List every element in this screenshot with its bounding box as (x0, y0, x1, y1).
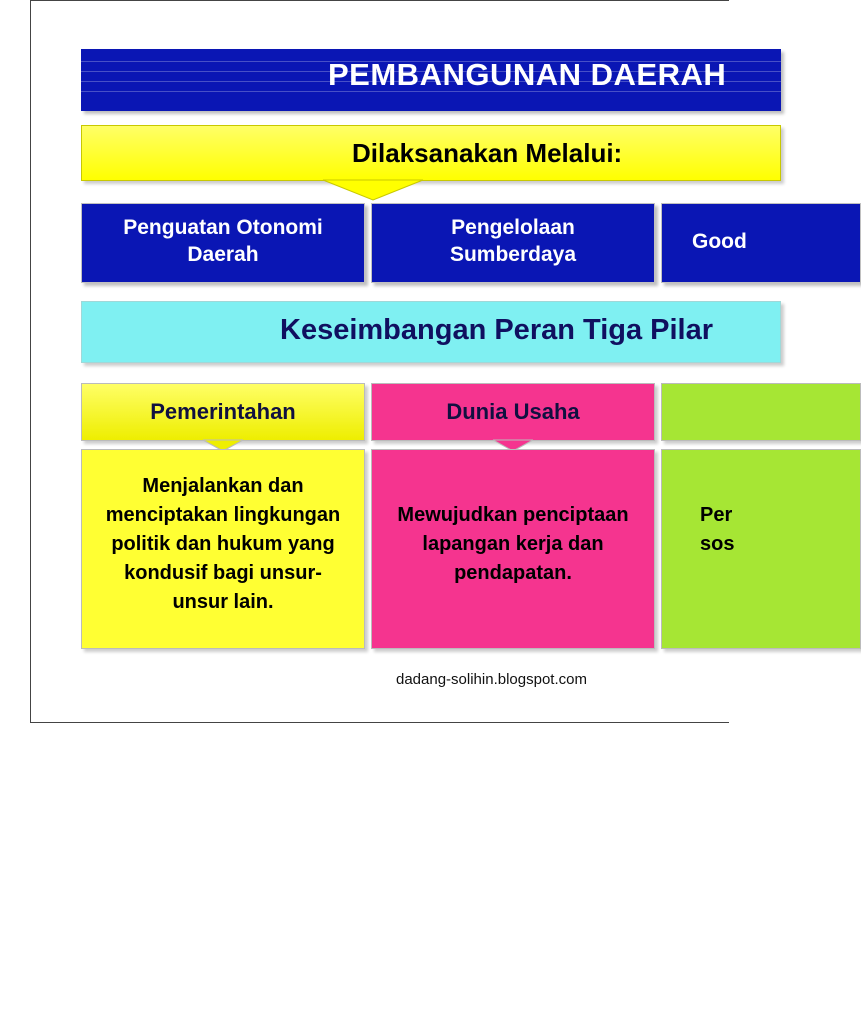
actor-header-pemerintahan (81, 383, 365, 441)
desc-line: sos (700, 533, 735, 555)
pillar-sumberdaya-line2: Sumberdaya (449, 243, 577, 267)
desc-line: kondusif bagi unsur- (124, 562, 322, 584)
actor-name-pemerintahan: Pemerintahan (150, 399, 296, 424)
slide (30, 0, 747, 723)
desc-line: pendapatan. (454, 562, 572, 584)
pillar-sumberdaya (371, 203, 655, 283)
subtitle: Dilaksanakan Melalui: (352, 138, 623, 168)
actor-desc-dunia-usaha (371, 449, 655, 649)
page-title: PEMBANGUNAN DAERAH (328, 57, 727, 92)
actor-header-dunia-usaha (371, 383, 655, 441)
pillar-good-governance (661, 203, 861, 283)
actor-desc-pemerintahan (81, 449, 365, 649)
balance-banner (81, 301, 781, 363)
pillar-good-line1: Good (692, 230, 747, 253)
desc-line: Mewujudkan penciptaan (397, 504, 629, 526)
footer-credit: dadang-solihin.blogspot.com (396, 671, 587, 688)
subtitle-banner (81, 125, 781, 181)
balance-heading: Keseimbangan Peran Tiga Pilar (280, 314, 714, 346)
title-banner (81, 49, 781, 111)
pillar-otonomi (81, 203, 365, 283)
actor-desc-masyarakat (661, 449, 861, 649)
pillar-sumberdaya-line1: Pengelolaan (451, 216, 575, 239)
desc-line: Per (700, 504, 733, 526)
desc-line: menciptakan lingkungan (105, 504, 341, 526)
desc-line: politik dan hukum yang (111, 533, 335, 555)
pillar-otonomi-line2: Daerah (187, 243, 259, 267)
arrow-down-icon (323, 180, 423, 202)
pillar-otonomi-line1: Penguatan Otonomi (123, 216, 323, 239)
actor-name-dunia-usaha: Dunia Usaha (446, 399, 580, 424)
actor-header-masyarakat (661, 383, 861, 441)
desc-line: lapangan kerja dan (422, 533, 604, 555)
desc-line: unsur lain. (172, 591, 274, 613)
desc-line: Menjalankan dan (142, 475, 304, 497)
